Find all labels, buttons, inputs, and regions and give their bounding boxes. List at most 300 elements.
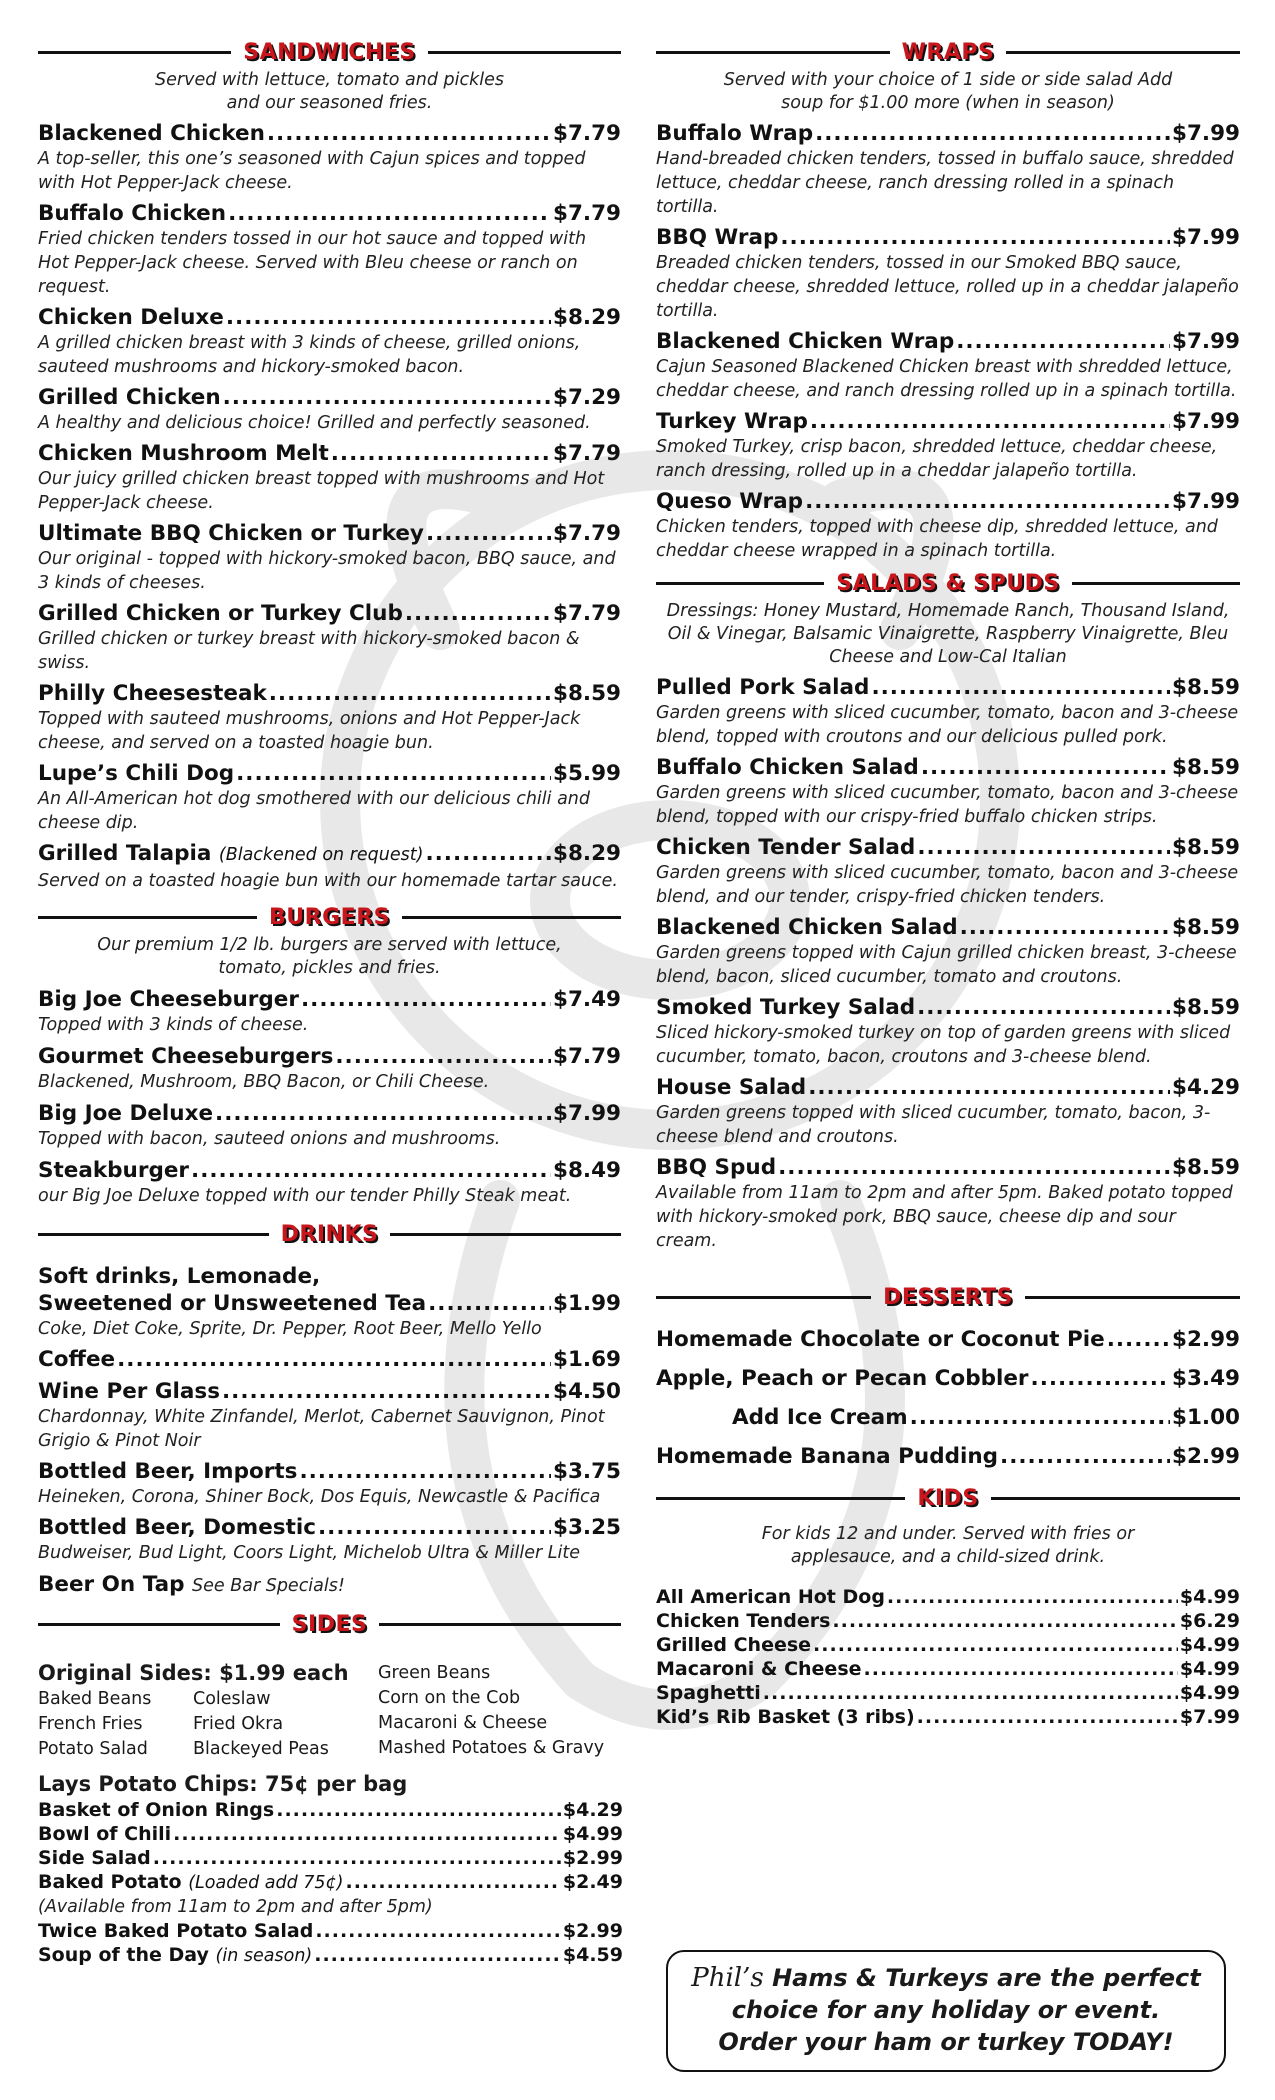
- item-description: Blackened, Mushroom, BBQ Bacon, or Chili Cheese.: [38, 1072, 490, 1092]
- menu-item: [656, 674, 1240, 749]
- baked-potato-note: (Available from 11am to 2pm and after 5pm): [38, 1897, 433, 1917]
- dot-leader: [887, 1585, 1178, 1609]
- menu-item: [656, 1681, 1240, 1705]
- item-description: Sliced hickory-smoked turkey on top of garden greens with sliced cucumber, tomato, bacon, croutons and 3-cheese blend.: [656, 1023, 1231, 1067]
- item-name: Chicken Deluxe: [38, 305, 224, 330]
- dot-leader: [276, 1798, 561, 1822]
- item-price: $4.99: [1179, 1586, 1240, 1608]
- menu-item-heading: [38, 680, 621, 707]
- item-description: Cajun Seasoned Blackened Chicken breast with shredded lettuce, cheddar cheese, and ranch dressing rolled up in a spinach tortilla.: [656, 357, 1237, 401]
- item-price: $1.69: [552, 1347, 621, 1372]
- menu-item: [656, 1404, 1240, 1431]
- item-name: Apple, Peach or Pecan Cobbler: [656, 1366, 1029, 1391]
- item-name: Blackened Chicken Salad: [656, 915, 958, 940]
- item-price: $7.79: [552, 121, 621, 146]
- menu-item: [38, 986, 621, 1037]
- item-price: $2.99: [1171, 1327, 1240, 1352]
- item-price: $8.49: [552, 1158, 621, 1183]
- item-price: $7.99: [1171, 225, 1240, 250]
- menu-item: [656, 1326, 1240, 1353]
- sides-header: [38, 1612, 621, 1637]
- side-option: Blackeyed Peas: [193, 1739, 329, 1759]
- menu-item-heading: [38, 986, 621, 1013]
- item-price: $7.79: [552, 1044, 621, 1069]
- menu-item: [656, 1074, 1240, 1149]
- side-option: Corn on the Cob: [378, 1688, 521, 1708]
- dot-leader: [815, 120, 1170, 147]
- section-note: Dressings: Honey Mustard, Homemade Ranch, Thousand Island, Oil & Vinegar, Balsamic Vinaigrette, Raspberry Vinaigrette, Bleu Cheese and Low-Cal Italian: [666, 601, 1230, 667]
- section-title: DRINKS: [280, 1222, 379, 1247]
- menu-item: [38, 1043, 621, 1094]
- wraps-header: [656, 40, 1240, 65]
- item-name: Bottled Beer, Domestic: [38, 1515, 316, 1540]
- item-name: Bowl of Chili: [38, 1823, 172, 1845]
- item-price: $3.25: [552, 1515, 621, 1540]
- item-description: Chicken tenders, topped with cheese dip, shredded lettuce, and cheddar cheese wrapped in a spinach tortilla.: [656, 517, 1218, 561]
- menu-item-heading: [656, 1633, 1240, 1657]
- item-description: Budweiser, Bud Light, Coors Light, Michelob Ultra & Miller Lite: [38, 1543, 580, 1563]
- item-name: All American Hot Dog: [656, 1586, 885, 1608]
- item-description: Fried chicken tenders tossed in our hot sauce and topped with Hot Pepper-Jack cheese. Served with Bleu cheese or ranch on request.: [38, 229, 587, 297]
- item-price: $8.59: [1171, 755, 1240, 780]
- dot-leader: [215, 1100, 551, 1127]
- menu-item-heading: [38, 304, 621, 331]
- dot-leader: [778, 1154, 1170, 1181]
- item-description: A healthy and delicious choice! Grilled and perfectly seasoned.: [38, 413, 591, 433]
- salads-header: [656, 571, 1240, 596]
- item-price: $2.99: [1171, 1444, 1240, 1469]
- menu-item: [656, 1609, 1240, 1633]
- item-name: Wine Per Glass: [38, 1379, 221, 1404]
- menu-item-heading: [656, 834, 1240, 861]
- dot-leader: [345, 1870, 560, 1894]
- original-sides: [38, 1659, 621, 1762]
- item-name: Lupe’s Chili Dog: [38, 761, 235, 786]
- sides-col-1: [38, 1687, 193, 1762]
- dot-leader: [960, 914, 1170, 941]
- menu-item-heading: [656, 914, 1240, 941]
- item-description: Garden greens with sliced cucumber, tomato, bacon and 3-cheese blend, topped with croutons and our delicious pulled pork.: [656, 703, 1239, 747]
- menu-item: [656, 1154, 1240, 1253]
- item-note: (in season): [215, 1946, 313, 1966]
- menu-item: [656, 408, 1240, 483]
- menu-item: [38, 1378, 621, 1453]
- item-name: Turkey Wrap: [656, 409, 808, 434]
- drink-list: [38, 1290, 621, 1565]
- item-price: $7.79: [552, 201, 621, 226]
- menu-item: [38, 1514, 621, 1565]
- section-title: WRAPS: [901, 40, 995, 65]
- item-name: Side Salad: [38, 1847, 151, 1869]
- item-description: Our original - topped with hickory-smoked bacon, BBQ sauce, and 3 kinds of cheeses.: [38, 549, 616, 593]
- dot-leader: [426, 520, 551, 547]
- menu-item-heading: [656, 488, 1240, 515]
- item-note: (Loaded add 75¢): [188, 1873, 344, 1893]
- menu-item: [656, 1443, 1240, 1470]
- item-name: BBQ Spud: [656, 1155, 777, 1180]
- menu-item: [656, 120, 1240, 219]
- item-description: Our juicy grilled chicken breast topped with mushrooms and Hot Pepper-Jack cheese.: [38, 469, 605, 513]
- item-price: $8.29: [552, 305, 621, 330]
- item-price: $8.59: [552, 681, 621, 706]
- dot-leader: [1031, 1365, 1170, 1392]
- item-description: Hand-breaded chicken tenders, tossed in buffalo sauce, shredded lettuce, cheddar cheese, ranch dressing rolled in a spinach tortilla.: [656, 149, 1234, 217]
- dot-leader: [236, 760, 551, 787]
- menu-item: [656, 754, 1240, 829]
- item-price: $3.49: [1171, 1366, 1240, 1391]
- side-option: French Fries: [38, 1714, 143, 1734]
- dot-leader: [314, 1943, 561, 1967]
- item-name: Kid’s Rib Basket (3 ribs): [656, 1706, 915, 1728]
- menu-item-heading: [656, 328, 1240, 355]
- item-price: $1.99: [552, 1291, 621, 1316]
- item-name: BBQ Wrap: [656, 225, 779, 250]
- dot-leader: [335, 1043, 551, 1070]
- menu-item-heading: [656, 1365, 1240, 1392]
- menu-item: [38, 1919, 623, 1943]
- item-name: Pulled Pork Salad: [656, 675, 870, 700]
- menu-item-heading: [38, 520, 621, 547]
- menu-item: [38, 1798, 623, 1822]
- menu-item-heading: [38, 120, 621, 147]
- dot-leader: [921, 754, 1170, 781]
- promo-line-1: Hams & Turkeys are the perfect: [772, 1964, 1201, 1992]
- menu-item: [38, 1943, 623, 1968]
- original-sides-label: Original Sides: $1.99 each: [38, 1661, 349, 1685]
- dot-leader: [223, 384, 551, 411]
- dot-leader: [226, 304, 551, 331]
- item-price: $7.99: [1179, 1706, 1240, 1728]
- item-price: $7.49: [552, 987, 621, 1012]
- menu-item: [38, 600, 621, 675]
- menu-item-heading: [38, 1100, 621, 1127]
- item-description: Chardonnay, White Zinfandel, Merlot, Cabernet Sauvignon, Pinot Grigio & Pinot Noir: [38, 1407, 605, 1451]
- item-name: Baked Potato (Loaded add 75¢): [38, 1871, 344, 1893]
- item-price: $4.99: [1179, 1634, 1240, 1656]
- section-title: KIDS: [917, 1486, 979, 1511]
- item-price: $7.99: [1171, 329, 1240, 354]
- menu-item: [38, 1346, 621, 1373]
- item-description: Topped with bacon, sauteed onions and mushrooms.: [38, 1129, 501, 1149]
- item-price: $7.99: [1171, 121, 1240, 146]
- sides-col-3: [378, 1661, 618, 1762]
- sides-col-2: [193, 1687, 373, 1762]
- item-price: $8.59: [1171, 675, 1240, 700]
- menu-item-heading: [38, 200, 621, 227]
- menu-item-heading: [38, 1822, 623, 1846]
- desserts-header: [656, 1285, 1240, 1310]
- dot-leader: [763, 1681, 1178, 1705]
- item-price: $5.99: [552, 761, 621, 786]
- dot-leader: [956, 328, 1170, 355]
- item-price: $7.99: [552, 1101, 621, 1126]
- menu-item-heading: [38, 1157, 621, 1184]
- item-price: $2.99: [562, 1920, 623, 1942]
- dot-leader: [299, 1458, 551, 1485]
- side-option: Mashed Potatoes & Gravy: [378, 1738, 605, 1758]
- item-description: Served on a toasted hoagie bun with our homemade tartar sauce.: [38, 871, 618, 891]
- side-option: Fried Okra: [193, 1714, 284, 1734]
- menu-item-heading: [38, 440, 621, 467]
- menu-item: [38, 120, 621, 195]
- item-description: Grilled chicken or turkey breast with hickory-smoked bacon & swiss.: [38, 629, 580, 673]
- dot-leader: [917, 834, 1170, 861]
- menu-item: [38, 1870, 623, 1895]
- item-name: Chicken Tender Salad: [656, 835, 916, 860]
- menu-item-heading: [656, 1585, 1240, 1609]
- menu-item-heading: [656, 1657, 1240, 1681]
- item-price: $7.99: [1171, 409, 1240, 434]
- dot-leader: [917, 1705, 1178, 1729]
- burger-list: [38, 986, 621, 1208]
- menu-item-heading: [38, 1043, 621, 1070]
- menu-item-heading: [656, 408, 1240, 435]
- item-description: Coke, Diet Coke, Sprite, Dr. Pepper, Root Beer, Mello Yello: [38, 1319, 542, 1339]
- item-name: Steakburger: [38, 1158, 190, 1183]
- item-name: Chicken Mushroom Melt: [38, 441, 329, 466]
- dot-leader: [810, 408, 1170, 435]
- item-price: $4.50: [552, 1379, 621, 1404]
- menu-item: [38, 1157, 621, 1208]
- dot-leader: [813, 1633, 1178, 1657]
- item-name: Blackened Chicken: [38, 121, 265, 146]
- item-name: Spaghetti: [656, 1682, 761, 1704]
- item-name: Grilled Cheese: [656, 1634, 812, 1656]
- item-name: Macaroni & Cheese: [656, 1658, 862, 1680]
- item-price: $4.29: [1171, 1075, 1240, 1100]
- menu-item: [38, 384, 621, 435]
- dot-leader: [318, 1514, 551, 1541]
- item-price: $4.29: [562, 1799, 623, 1821]
- item-name: Grilled Talapia (Blackened on request): [38, 841, 424, 866]
- item-description: Garden greens topped with Cajun grilled chicken breast, 3-cheese blend, bacon, sliced cucumber, tomato and croutons.: [656, 943, 1237, 987]
- item-name: Soup of the Day (in season): [38, 1944, 313, 1966]
- menu-item-heading: [656, 224, 1240, 251]
- menu-item-heading: [38, 1870, 623, 1895]
- side-option: Macaroni & Cheese: [378, 1713, 548, 1733]
- menu-item-heading: [38, 1919, 623, 1943]
- kids-header: [656, 1486, 1240, 1511]
- item-price: $8.59: [1171, 915, 1240, 940]
- dot-leader: [917, 994, 1170, 1021]
- item-price: $1.00: [1171, 1405, 1240, 1430]
- dot-leader: [331, 440, 551, 467]
- side-option: Potato Salad: [38, 1739, 148, 1759]
- item-description: Topped with sauteed mushrooms, onions and Hot Pepper-Jack cheese, and served on a toasted hoagie bun.: [38, 709, 581, 753]
- menu-item: [38, 1290, 621, 1341]
- item-name: Coffee: [38, 1347, 116, 1372]
- item-name: Blackened Chicken Wrap: [656, 329, 955, 354]
- dot-leader: [425, 840, 551, 867]
- item-price: $7.79: [552, 521, 621, 546]
- dot-leader: [808, 1074, 1170, 1101]
- item-name: Philly Cheesesteak: [38, 681, 267, 706]
- menu-item-heading: [38, 1514, 621, 1541]
- item-description: our Big Joe Deluxe topped with our tender Philly Steak meat.: [38, 1186, 572, 1206]
- menu-item: [656, 1585, 1240, 1609]
- dot-leader: [1000, 1443, 1170, 1470]
- item-name: Buffalo Wrap: [656, 121, 814, 146]
- item-price: $8.59: [1171, 995, 1240, 1020]
- dot-leader: [428, 1290, 551, 1317]
- menu-item-heading: [38, 840, 621, 869]
- dot-leader: [222, 1378, 551, 1405]
- right-column: [656, 30, 1240, 1729]
- salad-list: [656, 674, 1240, 1253]
- item-name: Buffalo Chicken Salad: [656, 755, 919, 780]
- chips-label: Lays Potato Chips: 75¢ per bag: [38, 1772, 408, 1796]
- item-name: Homemade Chocolate or Coconut Pie: [656, 1327, 1105, 1352]
- menu-item-heading: [656, 1681, 1240, 1705]
- menu-item-heading: [38, 760, 621, 787]
- menu-item: [38, 440, 621, 515]
- sides-extra-list: [38, 1798, 623, 1895]
- brand-script: Phil’s: [691, 1963, 764, 1993]
- menu-item-heading: [656, 674, 1240, 701]
- item-price: $6.29: [1179, 1610, 1240, 1632]
- item-description: A grilled chicken breast with 3 kinds of cheese, grilled onions, sauteed mushrooms and hickory-smoked bacon.: [38, 333, 581, 377]
- item-name: Buffalo Chicken: [38, 201, 227, 226]
- section-title: DESSERTS: [883, 1285, 1013, 1310]
- dot-leader: [405, 600, 551, 627]
- menu-item: [656, 1365, 1240, 1392]
- menu-item: [656, 224, 1240, 323]
- item-price: $7.79: [552, 441, 621, 466]
- menu-item: [38, 840, 621, 893]
- menu-item-heading: [656, 994, 1240, 1021]
- item-name: Gourmet Cheeseburgers: [38, 1044, 334, 1069]
- menu-item: [656, 1657, 1240, 1681]
- dot-leader: [228, 200, 551, 227]
- left-column: [38, 30, 621, 1968]
- menu-item-heading: [38, 1290, 621, 1317]
- item-name: Homemade Banana Pudding: [656, 1444, 999, 1469]
- dot-leader: [191, 1157, 551, 1184]
- menu-item: [656, 1705, 1240, 1729]
- item-price: $2.99: [562, 1847, 623, 1869]
- section-note: Served with lettuce, tomato and pickles and our seasoned fries.: [155, 70, 504, 113]
- item-name: Chicken Tenders: [656, 1610, 831, 1632]
- item-name: Twice Baked Potato Salad: [38, 1920, 314, 1942]
- menu-item-heading: [656, 1705, 1240, 1729]
- dot-leader: [871, 674, 1170, 701]
- menu-item: [38, 200, 621, 299]
- item-name: Ultimate BBQ Chicken or Turkey: [38, 521, 424, 546]
- kids-list: [656, 1585, 1240, 1729]
- dot-leader: [269, 680, 551, 707]
- menu-item-heading: [38, 1798, 623, 1822]
- menu-item: [656, 488, 1240, 563]
- item-name: Big Joe Cheeseburger: [38, 987, 299, 1012]
- menu-item-heading: [38, 1378, 621, 1405]
- dessert-list: [656, 1326, 1240, 1470]
- dot-leader: [864, 1657, 1178, 1681]
- menu-item-heading: [656, 754, 1240, 781]
- item-description: An All-American hot dog smothered with our delicious chili and cheese dip.: [38, 789, 591, 833]
- item-price: $8.29: [552, 841, 621, 866]
- menu-item: [38, 1846, 623, 1870]
- item-price: $4.99: [562, 1823, 623, 1845]
- menu-item: [656, 1633, 1240, 1657]
- menu-item: [656, 328, 1240, 403]
- dot-leader: [267, 120, 551, 147]
- item-price: $3.75: [552, 1459, 621, 1484]
- promo-line-2: choice for any holiday or event.: [731, 1996, 1161, 2024]
- menu-item: [38, 1100, 621, 1151]
- dot-leader: [153, 1846, 561, 1870]
- side-option: Baked Beans: [38, 1689, 152, 1709]
- menu-item-heading: [656, 1074, 1240, 1101]
- menu-item: [656, 914, 1240, 989]
- item-price: $4.99: [1179, 1682, 1240, 1704]
- section-title: BURGERS: [269, 905, 390, 930]
- menu-item: [38, 680, 621, 755]
- item-name: Basket of Onion Rings: [38, 1799, 275, 1821]
- promo-box: [666, 1950, 1226, 2072]
- item-name: Smoked Turkey Salad: [656, 995, 916, 1020]
- section-title: SANDWICHES: [243, 40, 416, 65]
- menu-item: [38, 304, 621, 379]
- item-description: Garden greens with sliced cucumber, tomato, bacon and 3-cheese blend, topped with our crispy-fried buffalo chicken strips.: [656, 783, 1239, 827]
- wrap-list: [656, 120, 1240, 563]
- side-option: Green Beans: [378, 1663, 491, 1683]
- menu-item: [38, 1822, 623, 1846]
- drinks-header: [38, 1222, 621, 1247]
- item-price: $4.99: [1179, 1658, 1240, 1680]
- item-price: $7.99: [1171, 489, 1240, 514]
- item-price: $4.59: [562, 1944, 623, 1966]
- menu-item-heading: [656, 1609, 1240, 1633]
- menu-item-heading: [38, 1846, 623, 1870]
- menu-item-heading: [38, 384, 621, 411]
- item-price: $7.79: [552, 601, 621, 626]
- menu-item-heading: [38, 1943, 623, 1968]
- menu-item: [656, 994, 1240, 1069]
- item-name: Big Joe Deluxe: [38, 1101, 214, 1126]
- item-price: $7.29: [552, 385, 621, 410]
- dot-leader: [1107, 1326, 1170, 1353]
- item-price: $8.59: [1171, 1155, 1240, 1180]
- dot-leader: [910, 1404, 1170, 1431]
- dot-leader: [117, 1346, 551, 1373]
- menu-item-heading: [656, 1443, 1240, 1470]
- dot-leader: [315, 1919, 561, 1943]
- item-name: Grilled Chicken or Turkey Club: [38, 601, 403, 626]
- menu-item-heading: [656, 1154, 1240, 1181]
- item-name: Add Ice Cream: [732, 1405, 908, 1430]
- item-description: Topped with 3 kinds of cheese.: [38, 1015, 309, 1035]
- item-description: Available from 11am to 2pm and after 5pm. Baked potato topped with hickory-smoked pork, BBQ sauce, cheese dip and sour cream.: [656, 1183, 1233, 1251]
- section-title: SIDES: [291, 1612, 368, 1637]
- side-option: Coleslaw: [193, 1689, 271, 1709]
- menu-item: [38, 520, 621, 595]
- item-description: Smoked Turkey, crisp bacon, shredded lettuce, cheddar cheese, ranch dressing, rolled up in a cheddar jalapeño tortilla.: [656, 437, 1218, 481]
- dot-leader: [805, 488, 1170, 515]
- menu-item-heading: [38, 600, 621, 627]
- section-note: For kids 12 and under. Served with fries or applesauce, and a child-sized drink.: [761, 1524, 1135, 1567]
- dot-leader: [780, 224, 1170, 251]
- beer-on-tap: Beer On Tap See Bar Specials!: [38, 1572, 345, 1597]
- item-description: Breaded chicken tenders, tossed in our Smoked BBQ sauce, cheddar cheese, shredded lettuce, rolled up in a cheddar jalapeño tortilla.: [656, 253, 1239, 321]
- menu-item: [656, 834, 1240, 909]
- promo-line-3: Order your ham or turkey TODAY!: [718, 2028, 1174, 2056]
- burgers-header: [38, 905, 621, 930]
- section-note: Our premium 1/2 lb. burgers are served with lettuce, tomato, pickles and fries.: [97, 935, 562, 978]
- menu-item: [38, 760, 621, 835]
- drinks-soft-line: Soft drinks, Lemonade,: [38, 1264, 321, 1289]
- menu-item-heading: [38, 1458, 621, 1485]
- menu-item-heading: [38, 1346, 621, 1373]
